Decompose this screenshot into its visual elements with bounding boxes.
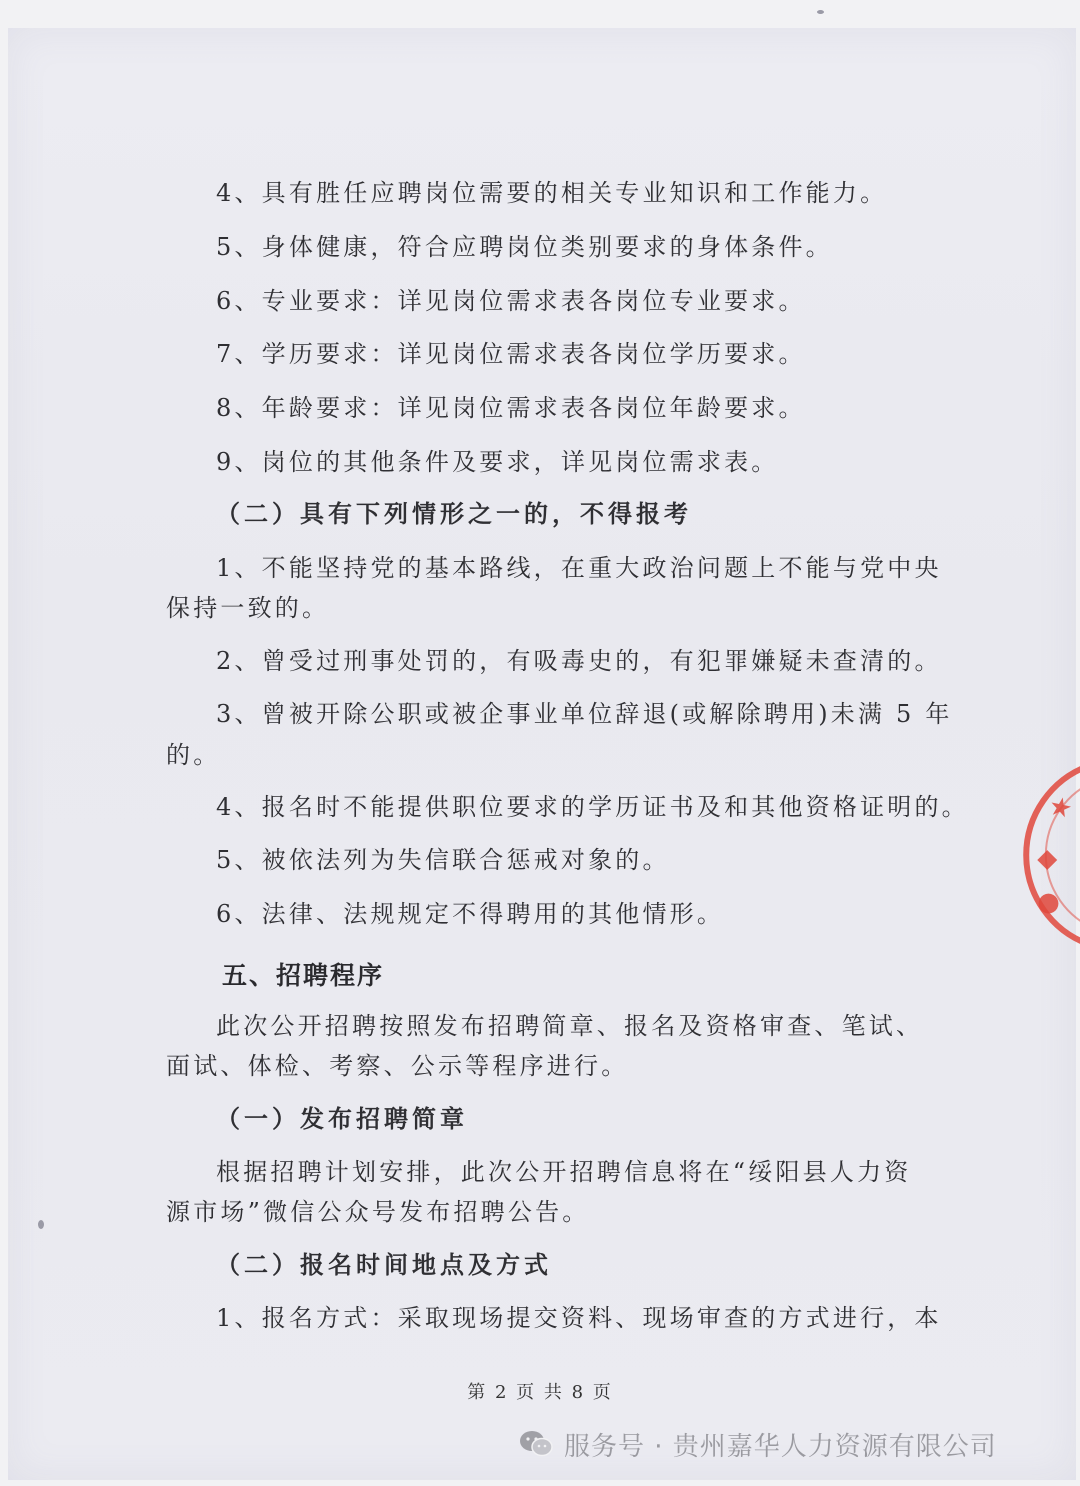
- text-line: 7、学历要求：详见岗位需求表各岗位学历要求。: [216, 340, 806, 368]
- text-line: 面试、体检、考察、公示等程序进行。: [166, 1052, 629, 1080]
- red-seal-stamp: [1018, 760, 1080, 950]
- watermark: [518, 1424, 997, 1464]
- text-line: 5、身体健康，符合应聘岗位类别要求的身体条件。: [216, 233, 833, 261]
- section-subheading: （二）具有下列情形之一的，不得报考: [216, 499, 692, 528]
- text-line: 保持一致的。: [166, 594, 330, 622]
- wechat-icon: [518, 1429, 554, 1459]
- page-number: 第 2 页 共 8 页: [467, 1382, 613, 1403]
- text-line: 源市场”微信公众号发布招聘公告。: [166, 1198, 590, 1226]
- text-line: 1、报名方式：采取现场提交资料、现场审查的方式进行，本: [216, 1304, 942, 1332]
- text-line: 6、法律、法规规定不得聘用的其他情形。: [216, 900, 725, 928]
- text-line: 的。: [166, 741, 221, 769]
- svg-text:●: ●: [1028, 886, 1067, 922]
- section-heading: 五、招聘程序: [222, 961, 385, 990]
- text-line: 3、曾被开除公职或被企事业单位辞退(或解除聘用)未满 5 年: [216, 700, 953, 728]
- svg-text:★: ★: [1042, 790, 1080, 826]
- text-line: 2、曾受过刑事处罚的，有吸毒史的，有犯罪嫌疑未查清的。: [216, 647, 942, 675]
- svg-text:◆: ◆: [1031, 850, 1061, 870]
- text-line: 6、专业要求：详见岗位需求表各岗位专业要求。: [216, 287, 806, 315]
- text-line: 9、岗位的其他条件及要求，详见岗位需求表。: [216, 448, 779, 476]
- text-line: 4、报名时不能提供职位要求的学历证书及和其他资格证明的。: [216, 793, 969, 821]
- text-line: 5、被依法列为失信联合惩戒对象的。: [216, 846, 670, 874]
- section-subheading: （一）发布招聘简章: [216, 1104, 468, 1133]
- text-line: 此次公开招聘按照发布招聘简章、报名及资格审查、笔试、: [216, 1012, 924, 1040]
- text-line: 根据招聘计划安排，此次公开招聘信息将在“绥阳县人力资: [216, 1158, 912, 1186]
- watermark-text: 服务号 · 贵州嘉华人力资源有限公司: [564, 1431, 997, 1462]
- text-line: 1、不能坚持党的基本路线，在重大政治问题上不能与党中央: [216, 554, 942, 582]
- scan-speck: [38, 1220, 44, 1229]
- section-subheading: （二）报名时间地点及方式: [216, 1250, 552, 1279]
- text-line: 8、年龄要求：详见岗位需求表各岗位年龄要求。: [216, 394, 806, 422]
- scan-speck: [817, 10, 824, 14]
- text-line: 4、具有胜任应聘岗位需要的相关专业知识和工作能力。: [216, 179, 888, 207]
